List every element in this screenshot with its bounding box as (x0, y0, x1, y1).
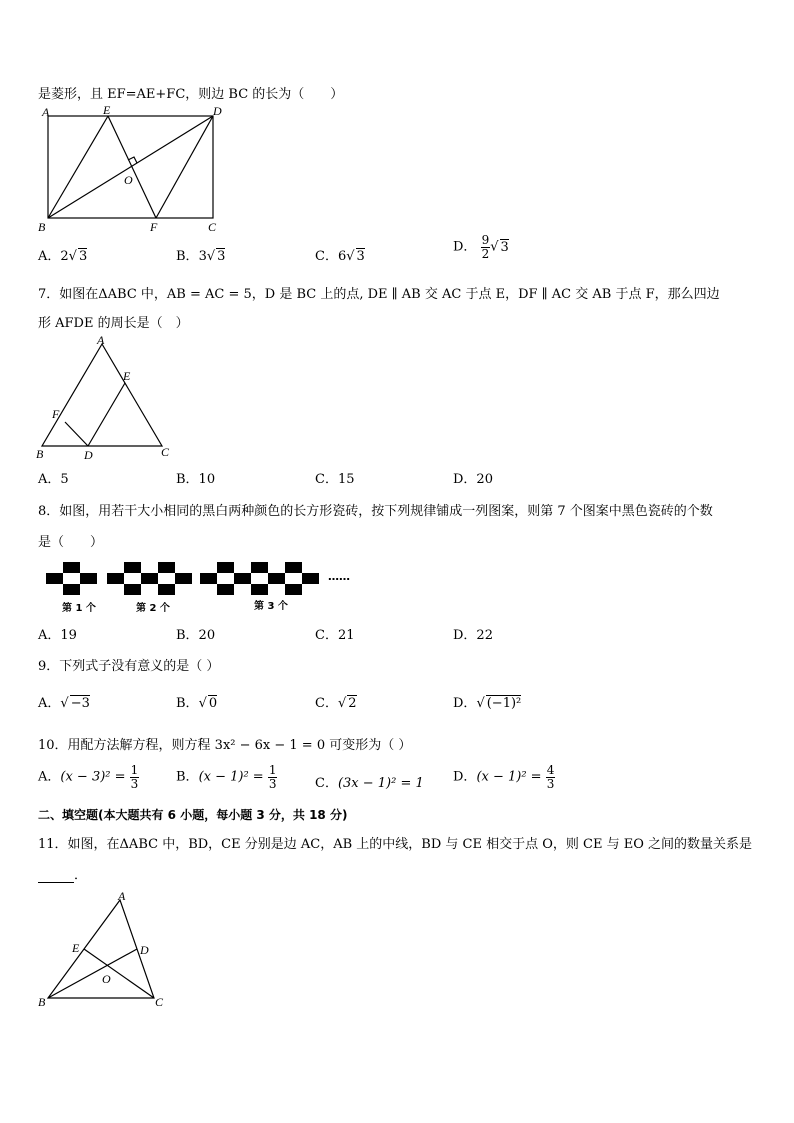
sqrt-icon: √ (346, 249, 355, 264)
black-tile (268, 573, 285, 584)
q11-label-c: C (155, 995, 164, 1009)
denominator: 3 (546, 776, 555, 791)
denominator: 3 (268, 776, 277, 791)
numerator: 9 (481, 233, 490, 247)
black-tile (234, 573, 251, 584)
black-tile (175, 573, 192, 584)
fraction (546, 764, 556, 790)
coef: 6 (337, 249, 347, 264)
sqrt-icon: √ (68, 249, 77, 264)
q10-option-d[interactable] (453, 764, 555, 790)
black-tile (302, 573, 319, 584)
q8-tile-pattern-figure (44, 558, 364, 616)
q11-label-d: D (140, 943, 149, 957)
q7-label-a: A (97, 334, 105, 347)
black-tile (251, 584, 268, 595)
q6-option-d[interactable] (453, 234, 509, 260)
q10-stem: 10．用配方法解方程，则方程 3x² − 6x − 1 = 0 可变形为（ ） (38, 738, 412, 753)
q6-label-b: B (38, 220, 46, 234)
black-tile (251, 562, 268, 573)
q6-text: 是菱形，且 EF=AE+FC，则边 BC 的长为（ ） (38, 87, 344, 102)
q6-option-a[interactable] (38, 245, 87, 264)
black-tile (63, 562, 80, 573)
q8-option-c[interactable]: C．21 (315, 628, 355, 643)
q7-option-c[interactable]: C．15 (315, 472, 355, 487)
black-tile (80, 573, 97, 584)
q7-option-b[interactable]: B．10 (176, 472, 216, 487)
q8-option-a[interactable]: A．19 (38, 628, 77, 643)
radicand: 3 (78, 249, 88, 264)
fraction (481, 234, 491, 260)
black-tile (217, 584, 234, 595)
radicand: 3 (500, 239, 509, 255)
q7-label-c: C (161, 445, 170, 459)
denominator: 3 (130, 776, 139, 791)
q7-label-f: F (52, 407, 60, 421)
q7-stem-line1: 7．如图在ΔABC 中，AB = AC = 5，D 是 BC 上的点, DE ∥ AB 交 AC 于点 E，DF ∥ AC 交 AB 于点 F，那么四边 (38, 287, 720, 302)
expression: (x − 3)² = (60, 769, 126, 785)
section-heading-fill-in: 二、填空题(本大题共有 6 小题，每小题 3 分，共 18 分) (38, 808, 348, 822)
coef: 3 (198, 249, 207, 264)
q8-option-d[interactable]: D．22 (453, 628, 493, 643)
option-letter: B． (176, 249, 199, 264)
q11-answer-row (38, 864, 87, 883)
black-tile (46, 573, 63, 584)
black-tile (158, 584, 175, 595)
fraction (130, 764, 140, 790)
black-tile (285, 562, 302, 573)
black-tile (107, 573, 124, 584)
option-letter: B． (176, 769, 199, 785)
option-letter: D． (453, 696, 477, 711)
q11-label-e: E (72, 941, 80, 955)
numerator: 4 (546, 763, 555, 777)
option-letter: C． (315, 776, 338, 791)
q7-label-e: E (123, 369, 131, 383)
expression: (x − 1)² = (476, 769, 542, 785)
q9-option-c[interactable] (315, 692, 357, 711)
q11-label-o: O (102, 972, 111, 986)
expression: (x − 1)² = (198, 769, 264, 785)
radicand: 3 (356, 249, 365, 264)
q10-option-c[interactable] (315, 772, 424, 791)
numerator: 1 (130, 763, 139, 777)
option-letter: C． (315, 249, 338, 264)
fraction (268, 764, 278, 790)
q7-triangle-figure (34, 334, 184, 464)
q9-option-a[interactable] (38, 692, 90, 711)
answer-blank[interactable] (38, 870, 74, 883)
q8-caption-3: 第 3 个 (254, 601, 288, 612)
numerator: 1 (268, 763, 277, 777)
q7-stem-line2: 形 AFDE 的周长是（ ） (38, 316, 189, 331)
radicand: (−1)² (486, 696, 522, 711)
option-letter: B． (176, 696, 199, 711)
q6-option-c[interactable] (315, 245, 365, 264)
option-letter: A． (38, 249, 61, 264)
option-letter: A． (38, 769, 61, 785)
black-tile (63, 584, 80, 595)
sqrt-icon: √ (476, 696, 485, 711)
sqrt-icon: √ (198, 696, 207, 711)
q11-end-mark: ． (74, 868, 88, 883)
black-tile (158, 562, 175, 573)
q8-stem-line1: 8．如图，用若干大小相同的黑白两种颜色的长方形瓷砖，按下列规律铺成一列图案，则第 7 个图案中黑色瓷砖的个数 (38, 504, 713, 519)
black-tile (217, 562, 234, 573)
q8-caption-2: 第 2 个 (136, 603, 170, 614)
denominator: 2 (481, 246, 490, 261)
q10-option-b[interactable] (176, 764, 277, 790)
q6-label-a: A (42, 105, 50, 119)
q7-label-b: B (36, 447, 44, 461)
radicand: 3 (217, 249, 226, 264)
expression: (3x − 1)² = 1 (337, 776, 424, 791)
black-tile (124, 562, 141, 573)
option-letter: D． (453, 769, 477, 785)
sqrt-icon: √ (206, 249, 216, 264)
q7-option-a[interactable]: A．5 (38, 472, 69, 487)
sqrt-icon: √ (60, 696, 69, 711)
q6-option-b[interactable] (176, 245, 225, 264)
q8-ellipsis: …… (328, 570, 350, 583)
black-tile (285, 584, 302, 595)
q8-option-b[interactable]: B．20 (176, 628, 216, 643)
option-letter: D． (453, 239, 477, 255)
radicand: 2 (348, 696, 357, 711)
option-letter: A． (38, 696, 61, 711)
q11-label-a: A (118, 889, 126, 903)
q6-label-o: O (124, 173, 133, 187)
q6-label-f: F (150, 220, 158, 234)
q7-label-d: D (84, 448, 93, 462)
q6-label-d: D (213, 104, 222, 118)
q11-triangle-figure (34, 888, 184, 1013)
q6-label-c: C (208, 220, 217, 234)
q9-option-d[interactable] (453, 692, 521, 711)
q8-stem-line2: 是（ ） (38, 535, 104, 550)
radicand: 0 (208, 696, 218, 711)
q7-option-d[interactable]: D．20 (453, 472, 493, 487)
q9-stem: 9．下列式子没有意义的是（ ） (38, 659, 220, 674)
q11-stem: 11．如图，在ΔABC 中，BD，CE 分别是边 AC，AB 上的中线，BD 与 CE 相交于点 O，则 CE 与 EO 之间的数量关系是 (38, 837, 752, 852)
radicand: −3 (70, 696, 90, 711)
option-letter: C． (315, 696, 338, 711)
q6-rectangle-figure (36, 104, 226, 234)
q8-caption-1: 第 1 个 (62, 603, 96, 614)
q6-label-e: E (103, 104, 111, 117)
q9-option-b[interactable] (176, 692, 217, 711)
sqrt-icon: √ (337, 696, 347, 711)
black-tile (200, 573, 217, 584)
sqrt-icon: √ (490, 239, 499, 255)
coef: 2 (60, 249, 69, 264)
q11-label-b: B (38, 995, 46, 1009)
black-tile (124, 584, 141, 595)
black-tile (141, 573, 158, 584)
q10-option-a[interactable] (38, 764, 139, 790)
